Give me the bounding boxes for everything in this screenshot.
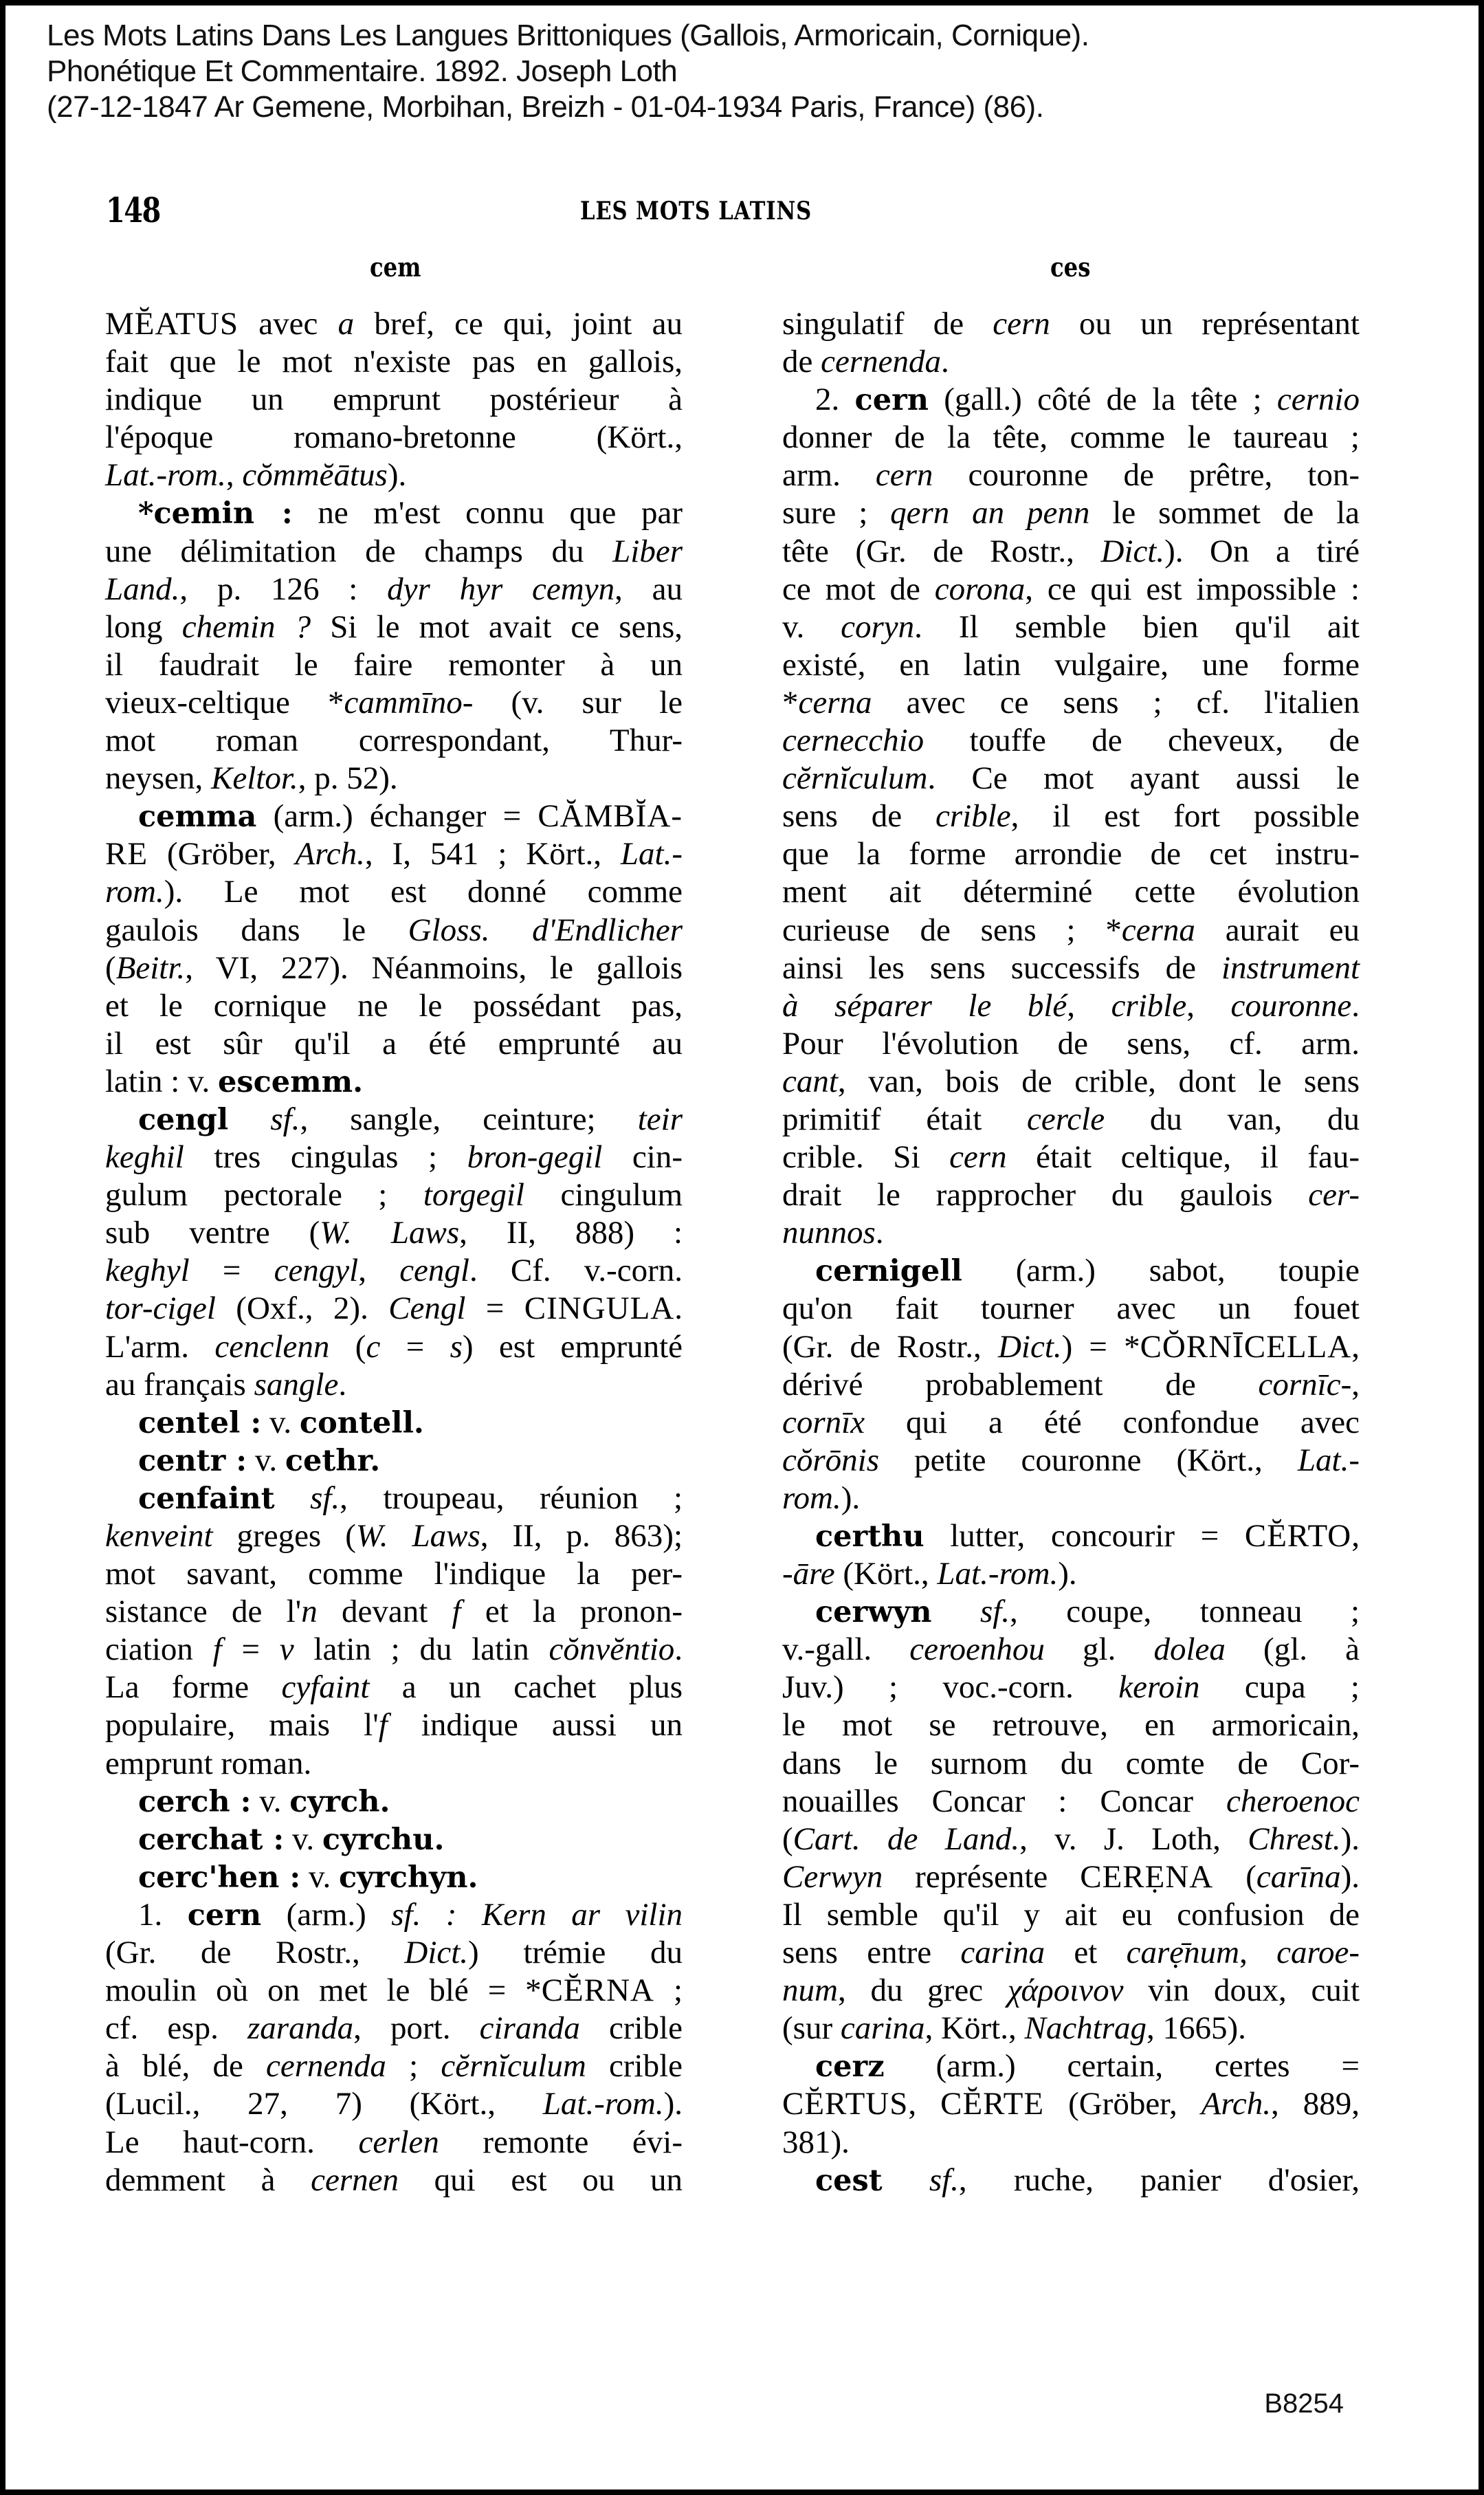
text-line: -āre (Kört., Lat.-rom.). [782, 1556, 1077, 1592]
text-line: cerch : v. cyrch. [138, 1783, 390, 1819]
text-line: neysen, Keltor., p. 52). [105, 760, 398, 797]
text-line: gulum pectorale ; torgegil cingulum [105, 1177, 683, 1213]
text-line: RE (Gröber, Arch., I, 541 ; Kört., Lat.- [105, 836, 683, 872]
text-line: rom.). [782, 1480, 861, 1516]
text-line: l'époque romano-bretonne (Kört., [105, 419, 683, 456]
text-line: cerchat : v. cyrchu. [138, 1821, 445, 1857]
text-line: cerc'hen : v. cyrchyn. [138, 1858, 478, 1895]
text-line: rom.). Le mot est donné comme [105, 874, 683, 910]
text-line: (Gr. de Rostr., Dict.) trémie du [105, 1935, 683, 1971]
text-line: 381). [782, 2124, 850, 2160]
text-line: centr : v. cethr. [138, 1442, 381, 1478]
text-line: cerwyn sf., coupe, tonneau ; [815, 1594, 1360, 1630]
text-line: dans le surnom du comte de Cor- [782, 1745, 1360, 1781]
text-line: CĔRTUS, CĔRTE (Gröber, Arch., 889, [782, 2086, 1360, 2122]
text-line: (Beitr., VI, 227). Néanmoins, le gallois [105, 949, 683, 986]
text-line: mot roman correspondant, Thur- [105, 723, 683, 759]
text-line: qu'on fait tourner avec un fouet [782, 1290, 1360, 1327]
text-line: primitif était cercle du van, du [782, 1101, 1360, 1137]
text-line: cemma (arm.) échanger = CĂMBĬA- [138, 798, 683, 835]
document-page [5, 6, 1479, 2489]
text-line: cernigell (arm.) sabot, toupie [815, 1253, 1360, 1289]
text-line: ciation f = v latin ; du latin cŏnvĕntio. [105, 1631, 683, 1668]
text-line: cŏrōnis petite couronne (Kört., Lat.- [782, 1442, 1360, 1478]
text-line: à blé, de cernenda ; cĕrnĭculum crible [105, 2048, 683, 2085]
text-line: gaulois dans le Gloss. d'Endlicher [105, 912, 683, 948]
text-line: populaire, mais l'f indique aussi un [105, 1707, 683, 1744]
text-line: moulin où on met le blé = *CĔRNA ; [105, 1972, 683, 2009]
text-line: arm. cern couronne de prêtre, ton- [782, 457, 1360, 494]
text-line: v. coryn. Il semble bien qu'il ait [782, 608, 1360, 645]
text-line: vieux-celtique *cammīno- (v. sur le [105, 684, 683, 721]
text-line: Lat.-rom., cŏmmĕātus). [105, 457, 407, 494]
text-line: Il semble qu'il y ait eu confusion de [782, 1896, 1360, 1933]
text-line: cornīx qui a été confondue avec [782, 1404, 1360, 1440]
text-line: (Lucil., 27, 7) (Kört., Lat.-rom.). [105, 2086, 683, 2122]
text-line: Cerwyn représente CERẸNA (carīna). [782, 1858, 1360, 1895]
text-line: Juv.) ; voc.-corn. keroin cupa ; [782, 1669, 1360, 1706]
text-line: (Cart. de Land., v. J. Loth, Chrest.). [782, 1821, 1360, 1857]
text-line: singulatif de cern ou un représentant [782, 306, 1360, 342]
text-line: cest sf., ruche, panier d'osier, [815, 2162, 1360, 2198]
text-line: nouailles Concar : Concar cheroenoc [782, 1783, 1360, 1819]
text-line: curieuse de sens ; *cerna aurait eu [782, 912, 1360, 948]
text-line: sistance de l'n devant f et la pronon- [105, 1594, 683, 1630]
text-line: ce mot de corona, ce qui est impossible : [782, 571, 1360, 607]
text-line: L'arm. cenclenn (c = s) est emprunté [105, 1328, 683, 1365]
right-column [782, 305, 1360, 2199]
text-line: tête (Gr. de Rostr., Dict.). On a tiré [782, 533, 1360, 569]
text-line: il faudrait le faire remonter à un [105, 646, 683, 683]
document-citation-banner [47, 18, 1421, 125]
text-line: sens de crible, il est fort possible [782, 798, 1360, 835]
text-line: *cemin : ne m'est connu que par [138, 495, 683, 531]
text-line: centel : v. contell. [138, 1404, 424, 1440]
text-line: fait que le mot n'existe pas en gallois, [105, 344, 683, 380]
catchword-left: cem [370, 252, 421, 283]
text-line: cenfaint sf., troupeau, réunion ; [138, 1480, 683, 1516]
text-line: Pour l'évolution de sens, cf. arm. [782, 1025, 1360, 1062]
text-line: (sur carina, Kört., Nachtrag, 1665). [782, 2010, 1246, 2047]
text-line: mot savant, comme l'indique la per- [105, 1556, 683, 1592]
text-line: nunnos. [782, 1215, 884, 1251]
text-line: long chemin ? Si le mot avait ce sens, [105, 608, 683, 645]
citation-line: Phonétique Et Commentaire. 1892. Joseph Loth [47, 54, 678, 88]
text-line: à séparer le blé, crible, couronne. [782, 987, 1360, 1024]
text-line: dérivé probablement de cornīc-, [782, 1366, 1360, 1403]
catchword-right: ces [1050, 252, 1091, 283]
text-line: cf. esp. zaranda, port. ciranda crible [105, 2010, 683, 2047]
text-line: indique un emprunt postérieur à [105, 382, 683, 418]
text-line: sub ventre (W. Laws, II, 888) : [105, 1215, 683, 1251]
text-line: que la forme arrondie de cet instru- [782, 836, 1360, 872]
text-line: 2. cern (gall.) côté de la tête ; cernio [815, 382, 1360, 418]
text-line: drait le rapprocher du gaulois cer- [782, 1177, 1360, 1213]
text-line: Land., p. 126 : dyr hyr cemyn, au [105, 571, 683, 607]
text-line: une délimitation de champs du Liber [105, 533, 683, 569]
text-line: il est sûr qu'il a été emprunté au [105, 1025, 683, 1062]
text-line: existé, en latin vulgaire, une forme [782, 646, 1360, 683]
text-line: cernecchio touffe de cheveux, de [782, 723, 1360, 759]
page-number: 148 [106, 190, 160, 230]
text-line: le mot se retrouve, en armoricain, [782, 1707, 1360, 1744]
text-line: sure ; qern an penn le sommet de la [782, 495, 1360, 531]
text-line: cengl sf., sangle, ceinture; teir [138, 1101, 683, 1137]
text-line: certhu lutter, concourir = CĔRTO, [815, 1518, 1360, 1554]
text-line: sens entre carina et carẹ̄num, caroe- [782, 1935, 1360, 1971]
text-line: La forme cyfaint a un cachet plus [105, 1669, 683, 1706]
text-line: de cernenda. [782, 344, 949, 380]
left-column [105, 305, 683, 2199]
shelfmark-code: B8254 [1264, 2388, 1344, 2419]
text-line: et le cornique ne le possédant pas, [105, 987, 683, 1024]
text-line: latin : v. escemm. [105, 1063, 364, 1099]
text-line: ainsi les sens successifs de instrument [782, 949, 1360, 986]
text-line: demment à cernen qui est ou un [105, 2162, 683, 2198]
text-line: v.-gall. ceroenhou gl. dolea (gl. à [782, 1631, 1360, 1668]
text-line: num, du grec χάροινον vin doux, cuit [782, 1972, 1360, 2009]
text-line: MĔATUS avec a bref, ce qui, joint au [105, 306, 683, 342]
text-line: donner de la tête, comme le taureau ; [782, 419, 1360, 456]
text-line: au français sangle. [105, 1366, 347, 1403]
text-line: emprunt roman. [105, 1745, 312, 1781]
text-line: tor-cigel (Oxf., 2). Cengl = CINGULA. [105, 1290, 683, 1327]
citation-line: Les Mots Latins Dans Les Langues Brittoniques (Gallois, Armoricain, Cornique). [47, 19, 1089, 52]
text-line: Le haut-corn. cerlen remonte évi- [105, 2124, 683, 2160]
citation-line: (27-12-1847 Ar Gemene, Morbihan, Breizh - 01-04-1934 Paris, France) (86). [47, 90, 1044, 124]
text-line: cerz (arm.) certain, certes = [815, 2048, 1360, 2085]
text-line: crible. Si cern était celtique, il fau- [782, 1139, 1360, 1176]
text-line: cant, van, bois de crible, dont le sens [782, 1063, 1360, 1099]
text-line: (Gr. de Rostr., Dict.) = *CŎRNĪCELLA, [782, 1328, 1360, 1365]
text-line: keghyl = cengyl, cengl. Cf. v.-corn. [105, 1253, 683, 1289]
text-line: 1. cern (arm.) sf. : Kern ar vilin [138, 1896, 683, 1933]
text-line: ment ait déterminé cette évolution [782, 874, 1360, 910]
text-line: keghil tres cingulas ; bron-gegil cin- [105, 1139, 683, 1176]
text-line: *cerna avec ce sens ; cf. l'italien [782, 684, 1360, 721]
running-title: LES MOTS LATINS [580, 197, 812, 226]
text-line: cĕrnĭculum. Ce mot ayant aussi le [782, 760, 1360, 797]
text-line: kenveint greges (W. Laws, II, p. 863); [105, 1518, 683, 1554]
